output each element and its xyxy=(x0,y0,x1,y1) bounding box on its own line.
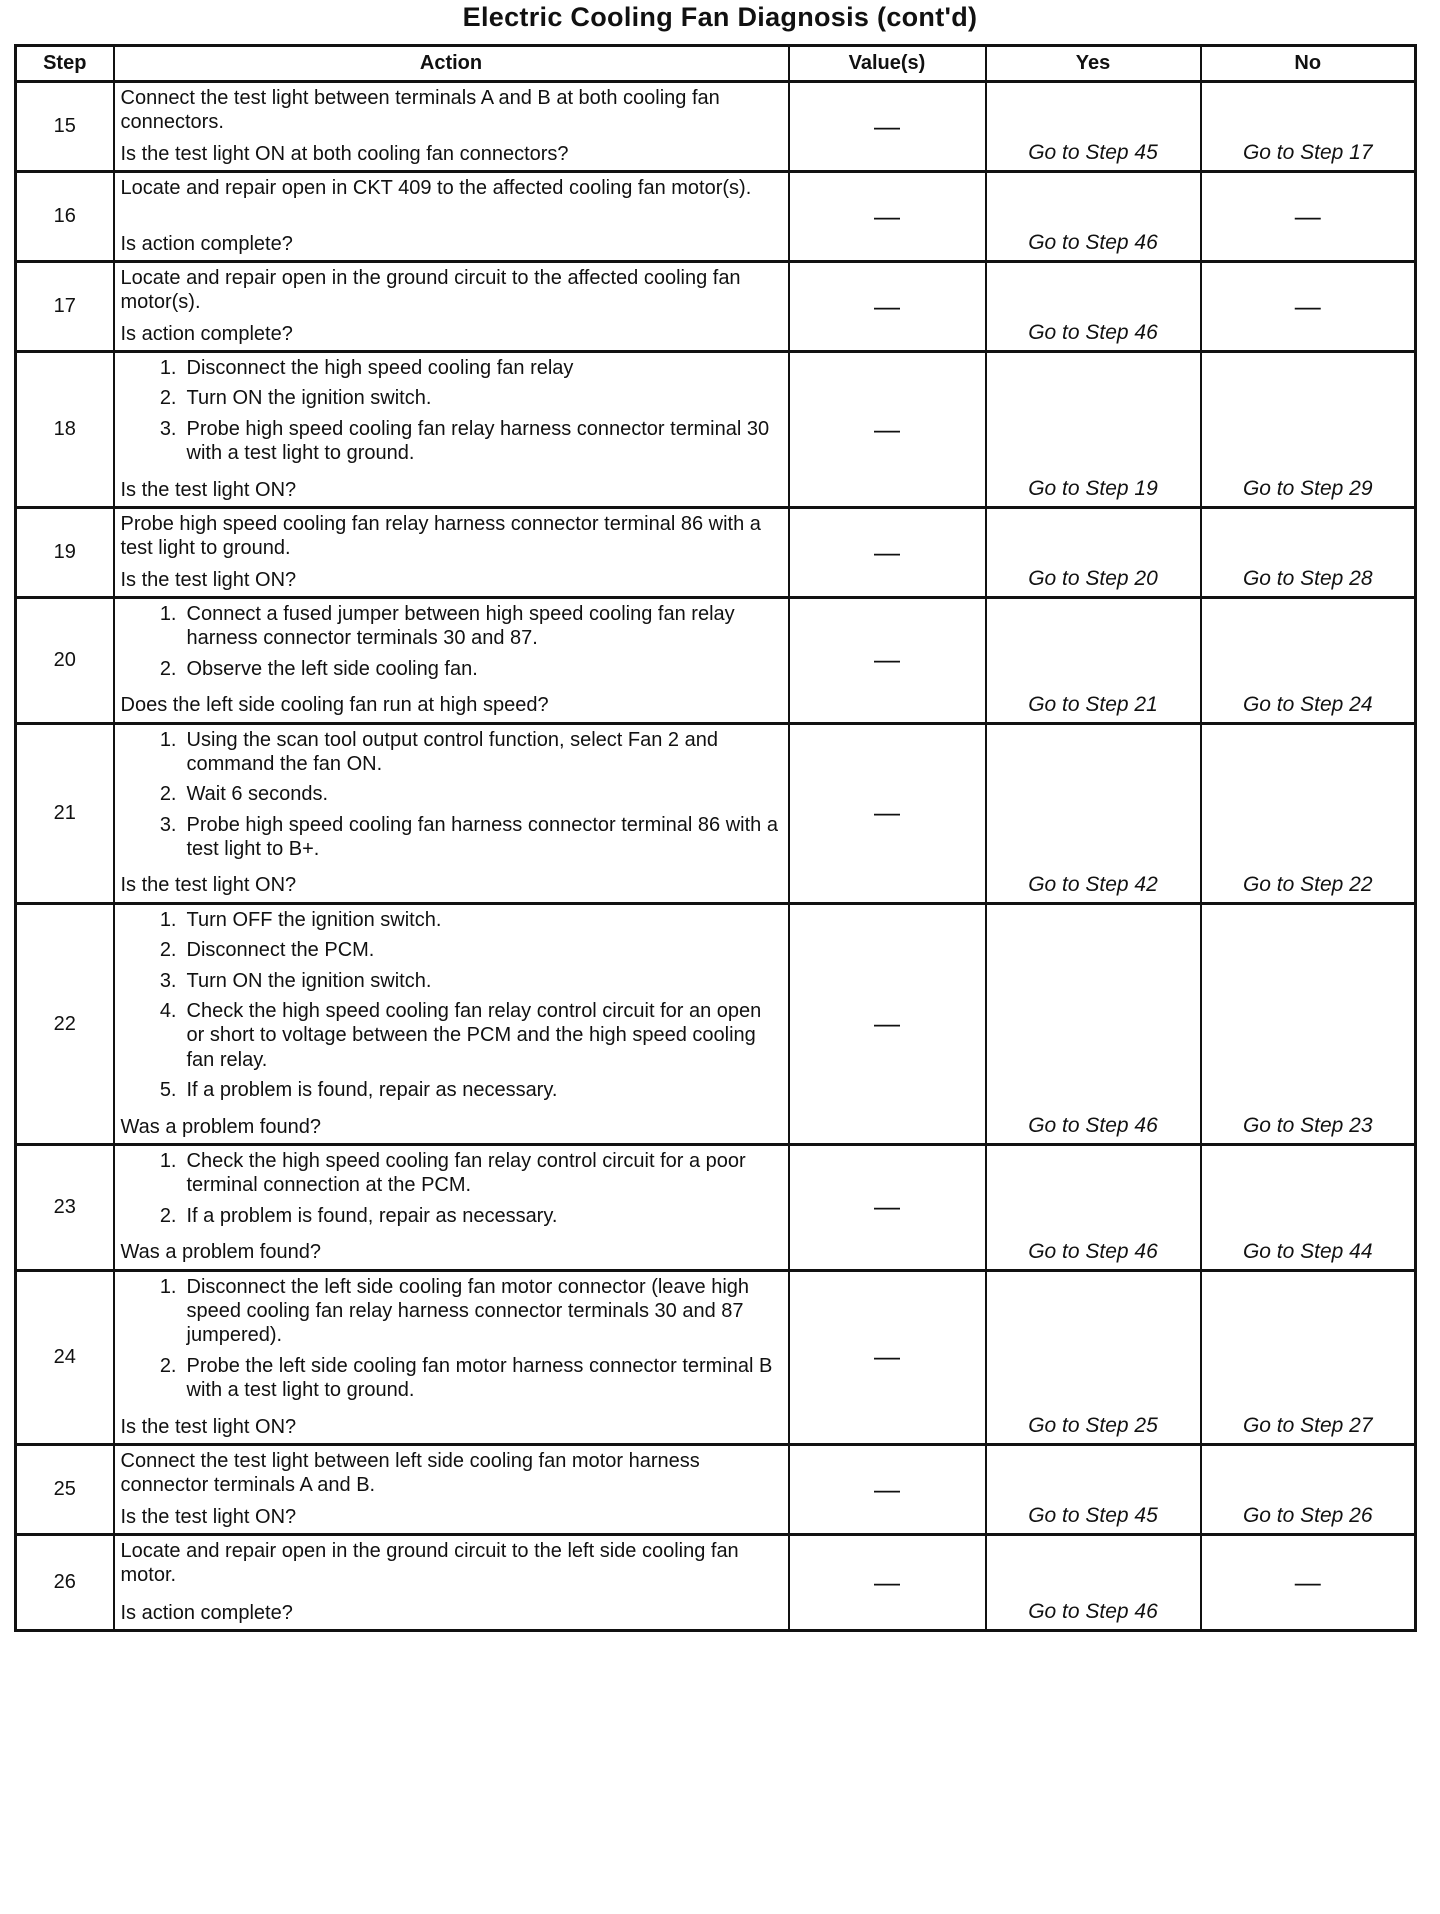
list-item-text: Observe the left side cooling fan. xyxy=(186,657,478,680)
action-cell xyxy=(114,507,789,597)
action-body xyxy=(121,602,784,687)
action-body xyxy=(121,908,784,1109)
no-cell: Go to Step 24 xyxy=(1201,597,1416,723)
table-row xyxy=(16,597,1416,723)
yes-cell: Go to Step 46 xyxy=(986,262,1201,352)
yes-cell: Go to Step 46 xyxy=(986,1144,1201,1270)
header-no: No xyxy=(1201,46,1416,82)
list-item xyxy=(121,1078,784,1102)
list-item-text: Turn OFF the ignition switch. xyxy=(186,908,442,931)
yes-cell: Go to Step 46 xyxy=(986,903,1201,1144)
action-body xyxy=(121,356,784,472)
header-yes: Yes xyxy=(986,46,1201,82)
action-cell xyxy=(114,1534,789,1630)
step-number: 17 xyxy=(16,262,114,352)
action-text: Locate and repair open in CKT 409 to the affected cooling fan motor(s). xyxy=(120,177,752,199)
list-item-number: 1. xyxy=(159,602,177,625)
step-number: 24 xyxy=(16,1270,114,1444)
no-cell: Go to Step 29 xyxy=(1201,352,1416,508)
list-item-number: 5. xyxy=(159,1079,177,1102)
action-cell xyxy=(114,262,789,352)
list-item xyxy=(121,969,784,993)
list-item xyxy=(121,1354,784,1403)
list-item-number: 1. xyxy=(159,728,177,751)
action-body xyxy=(121,176,784,200)
list-item-text: Disconnect the PCM. xyxy=(186,939,375,962)
yes-cell: Go to Step 20 xyxy=(986,507,1201,597)
action-content xyxy=(121,176,784,256)
value-cell: — xyxy=(789,82,986,172)
step-number: 22 xyxy=(16,903,114,1144)
yes-cell: Go to Step 21 xyxy=(986,597,1201,723)
action-question: Does the left side cooling fan run at high speed? xyxy=(120,694,549,717)
list-item-text: Check the high speed cooling fan relay control circuit for a poor terminal connection at the PCM. xyxy=(186,1149,746,1197)
list-item xyxy=(121,657,784,681)
action-question: Is action complete? xyxy=(120,1601,293,1624)
yes-cell: Go to Step 46 xyxy=(986,172,1201,262)
action-cell xyxy=(114,1270,789,1444)
value-cell: — xyxy=(789,1270,986,1444)
value-cell: — xyxy=(789,1444,986,1534)
table-row xyxy=(16,262,1416,352)
table-row xyxy=(16,1444,1416,1534)
action-cell xyxy=(114,1144,789,1270)
list-item xyxy=(121,813,784,862)
action-question: Is the test light ON? xyxy=(120,568,297,591)
no-cell: — xyxy=(1201,172,1416,262)
action-body xyxy=(121,1149,784,1234)
action-text: Locate and repair open in the ground circuit to the affected cooling fan motor(s). xyxy=(120,267,741,314)
action-content xyxy=(121,1449,784,1529)
action-steps-list xyxy=(121,1149,784,1228)
table-row xyxy=(16,352,1416,508)
list-item-text: Using the scan tool output control function, select Fan 2 and command the fan ON. xyxy=(186,728,718,775)
step-number: 18 xyxy=(16,352,114,508)
no-cell: — xyxy=(1201,1534,1416,1630)
list-item-text: Disconnect the left side cooling fan motor connector (leave high speed cooling fan relay harness connector terminals 30 and 87 jumpered). xyxy=(186,1275,750,1347)
table-row xyxy=(16,82,1416,172)
list-item-number: 1. xyxy=(159,1149,177,1172)
list-item-text: Disconnect the high speed cooling fan relay xyxy=(186,357,574,379)
action-content xyxy=(121,728,784,898)
list-item xyxy=(121,1204,784,1228)
list-item xyxy=(121,908,784,932)
value-cell: — xyxy=(789,1144,986,1270)
action-content xyxy=(121,1539,784,1625)
list-item-number: 2. xyxy=(159,387,177,410)
list-item-text: Turn ON the ignition switch. xyxy=(186,969,432,992)
no-cell: Go to Step 22 xyxy=(1201,723,1416,903)
action-steps-list xyxy=(121,908,784,1103)
no-cell: Go to Step 17 xyxy=(1201,82,1416,172)
action-question: Is action complete? xyxy=(120,322,293,345)
step-number: 25 xyxy=(16,1444,114,1534)
list-item-number: 2. xyxy=(159,939,177,962)
list-item-text: Wait 6 seconds. xyxy=(186,783,329,806)
list-item-text: Probe high speed cooling fan relay harness connector terminal 30 with a test light to ground. xyxy=(186,417,770,465)
list-item-number: 4. xyxy=(159,1000,177,1023)
action-cell xyxy=(114,723,789,903)
list-item-text: Turn ON the ignition switch. xyxy=(186,387,432,410)
value-cell: — xyxy=(789,723,986,903)
table-row xyxy=(16,723,1416,903)
list-item-number: 2. xyxy=(159,657,177,680)
value-cell: — xyxy=(789,597,986,723)
no-cell: Go to Step 26 xyxy=(1201,1444,1416,1534)
list-item xyxy=(121,1149,784,1198)
list-item-text: Check the high speed cooling fan relay control circuit for an open or short to voltage between the PCM and the high speed cooling fan relay. xyxy=(186,1000,762,1071)
action-body xyxy=(121,1539,784,1588)
action-cell xyxy=(114,82,789,172)
action-content xyxy=(121,602,784,718)
action-question: Is the test light ON? xyxy=(120,1505,297,1528)
action-question: Is the test light ON? xyxy=(120,874,297,897)
action-cell xyxy=(114,597,789,723)
list-item xyxy=(121,782,784,806)
step-number: 20 xyxy=(16,597,114,723)
step-number: 23 xyxy=(16,1144,114,1270)
table-row xyxy=(16,1534,1416,1630)
action-content xyxy=(121,1275,784,1439)
yes-cell: Go to Step 45 xyxy=(986,82,1201,172)
no-cell: Go to Step 44 xyxy=(1201,1144,1416,1270)
list-item xyxy=(121,356,784,380)
action-question: Is the test light ON? xyxy=(120,478,297,501)
value-cell: — xyxy=(789,507,986,597)
action-body xyxy=(121,512,784,561)
action-question: Is the test light ON? xyxy=(120,1415,297,1438)
action-cell xyxy=(114,172,789,262)
action-text: Connect the test light between terminals A and B at both cooling fan connectors. xyxy=(120,87,720,134)
action-question: Was a problem found? xyxy=(120,1241,321,1264)
action-steps-list xyxy=(121,356,784,466)
list-item-text: Probe high speed cooling fan harness connector terminal 86 with a test light to B+. xyxy=(186,813,778,861)
action-body xyxy=(121,1449,784,1498)
page-title: Electric Cooling Fan Diagnosis (cont'd) xyxy=(462,2,978,32)
no-cell: Go to Step 23 xyxy=(1201,903,1416,1144)
step-number: 26 xyxy=(16,1534,114,1630)
action-steps-list xyxy=(121,728,784,862)
header-step: Step xyxy=(16,46,114,82)
list-item xyxy=(121,1275,784,1348)
list-item xyxy=(121,728,784,777)
table-row xyxy=(16,903,1416,1144)
table-row xyxy=(16,172,1416,262)
action-question: Is the test light ON at both cooling fan connectors? xyxy=(120,142,569,165)
value-cell: — xyxy=(789,172,986,262)
step-number: 21 xyxy=(16,723,114,903)
action-content xyxy=(121,1149,784,1265)
action-body xyxy=(121,728,784,868)
list-item-number: 3. xyxy=(159,813,177,836)
action-cell xyxy=(114,352,789,508)
action-steps-list xyxy=(121,602,784,681)
list-item xyxy=(121,417,784,466)
list-item-text: Probe the left side cooling fan motor harness connector terminal B with a test light to ground. xyxy=(186,1354,773,1402)
list-item xyxy=(121,938,784,962)
list-item-number: 2. xyxy=(159,783,177,806)
action-steps-list xyxy=(121,1275,784,1403)
list-item xyxy=(121,999,784,1072)
value-cell: — xyxy=(789,903,986,1144)
header-value: Value(s) xyxy=(789,46,986,82)
action-content xyxy=(121,86,784,166)
action-cell xyxy=(114,903,789,1144)
list-item-text: If a problem is found, repair as necessary. xyxy=(186,1204,558,1227)
action-content xyxy=(121,512,784,592)
list-item-number: 2. xyxy=(159,1354,177,1377)
list-item-number: 1. xyxy=(159,1275,177,1298)
action-text: Connect the test light between left side cooling fan motor harness connector terminals A and B. xyxy=(120,1449,700,1497)
action-question: Was a problem found? xyxy=(120,1115,321,1138)
table-header-row xyxy=(16,46,1416,82)
no-cell: — xyxy=(1201,262,1416,352)
no-cell: Go to Step 28 xyxy=(1201,507,1416,597)
action-cell xyxy=(114,1444,789,1534)
no-cell: Go to Step 27 xyxy=(1201,1270,1416,1444)
header-action: Action xyxy=(114,46,789,82)
value-cell: — xyxy=(789,262,986,352)
action-question: Is action complete? xyxy=(120,232,293,255)
action-text: Probe high speed cooling fan relay harness connector terminal 86 with a test light to ground. xyxy=(120,512,761,560)
yes-cell: Go to Step 42 xyxy=(986,723,1201,903)
table-row xyxy=(16,507,1416,597)
yes-cell: Go to Step 46 xyxy=(986,1534,1201,1630)
table-row xyxy=(16,1270,1416,1444)
yes-cell: Go to Step 19 xyxy=(986,352,1201,508)
action-text: Locate and repair open in the ground circuit to the left side cooling fan motor. xyxy=(120,1539,739,1587)
action-body xyxy=(121,266,784,315)
table-row xyxy=(16,1144,1416,1270)
list-item-number: 1. xyxy=(159,357,177,379)
diagnosis-table xyxy=(14,44,1417,1632)
list-item-number: 2. xyxy=(159,1204,177,1227)
list-item xyxy=(121,602,784,651)
action-content xyxy=(121,356,784,502)
action-content xyxy=(121,266,784,346)
list-item-text: If a problem is found, repair as necessary. xyxy=(186,1079,558,1102)
list-item-number: 1. xyxy=(159,908,177,931)
value-cell: — xyxy=(789,1534,986,1630)
step-number: 19 xyxy=(16,507,114,597)
step-number: 16 xyxy=(16,172,114,262)
list-item xyxy=(121,386,784,410)
list-item-number: 3. xyxy=(159,417,177,440)
action-body xyxy=(121,86,784,135)
action-body xyxy=(121,1275,784,1409)
table-body xyxy=(16,82,1416,1631)
yes-cell: Go to Step 45 xyxy=(986,1444,1201,1534)
yes-cell: Go to Step 25 xyxy=(986,1270,1201,1444)
list-item-text: Connect a fused jumper between high speed cooling fan relay harness connector terminals 30 and 87. xyxy=(186,602,735,650)
list-item-number: 3. xyxy=(159,969,177,992)
value-cell: — xyxy=(789,352,986,508)
action-content xyxy=(121,908,784,1139)
step-number: 15 xyxy=(16,82,114,172)
